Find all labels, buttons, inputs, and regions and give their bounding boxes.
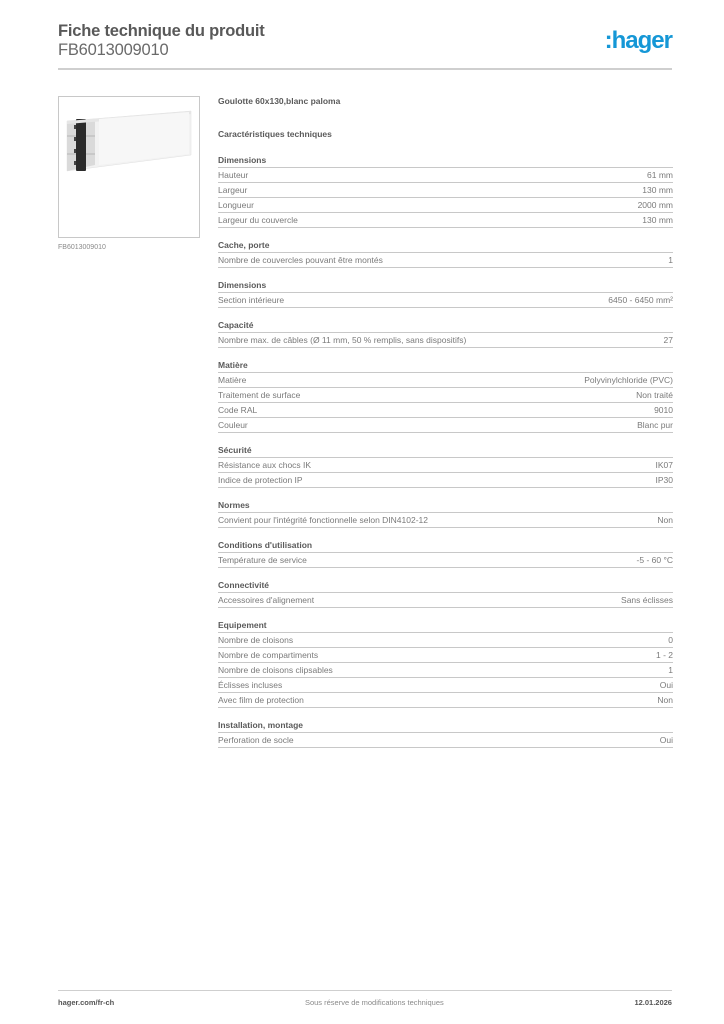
spec-label: Avec film de protection — [218, 695, 304, 705]
spec-row — [218, 733, 673, 748]
spec-sheet — [218, 96, 673, 748]
spec-label: Longueur — [218, 200, 254, 210]
spec-group — [218, 720, 673, 748]
spec-group-title: Dimensions — [218, 155, 673, 168]
spec-label: Traitement de surface — [218, 390, 301, 400]
spec-value: Non — [657, 515, 673, 525]
spec-group — [218, 360, 673, 433]
spec-group — [218, 240, 673, 268]
spec-label: Éclisses incluses — [218, 680, 283, 690]
spec-row — [218, 333, 673, 348]
spec-row — [218, 513, 673, 528]
spec-group-title: Installation, montage — [218, 720, 673, 733]
spec-label: Nombre de compartiments — [218, 650, 319, 660]
spec-group — [218, 280, 673, 308]
spec-label: Largeur — [218, 185, 248, 195]
spec-row — [218, 553, 673, 568]
document-footer — [58, 998, 672, 1007]
spec-group — [218, 540, 673, 568]
document-date: 12.01.2026 — [634, 998, 672, 1007]
spec-group-title: Cache, porte — [218, 240, 673, 253]
spec-row — [218, 593, 673, 608]
spec-label: Nombre max. de câbles (Ø 11 mm, 50 % remplis, sans dispositifs) — [218, 335, 467, 345]
spec-group-title: Matière — [218, 360, 673, 373]
spec-row — [218, 183, 673, 198]
spec-label: Nombre de cloisons — [218, 635, 294, 645]
document-header — [58, 22, 672, 60]
spec-row — [218, 293, 673, 308]
spec-value: IP30 — [655, 475, 673, 485]
spec-value: 0 — [668, 635, 673, 645]
legal-notice: Sous réserve de modifications techniques — [304, 998, 444, 1007]
spec-label: Température de service — [218, 555, 307, 565]
spec-label: Accessoires d'alignement — [218, 595, 315, 605]
spec-value: 9010 — [654, 405, 673, 415]
spec-row — [218, 473, 673, 488]
spec-value: 1 — [668, 665, 673, 675]
footer-divider — [58, 990, 672, 991]
spec-row — [218, 253, 673, 268]
spec-group — [218, 580, 673, 608]
spec-group-title: Capacité — [218, 320, 673, 333]
spec-label: Convient pour l'intégrité fonctionnelle selon DIN4102-12 — [218, 515, 429, 525]
spec-group-title: Connectivité — [218, 580, 673, 593]
spec-value: 61 mm — [647, 170, 673, 180]
spec-row — [218, 403, 673, 418]
spec-value: Blanc pur — [637, 420, 673, 430]
spec-row — [218, 373, 673, 388]
spec-value: 1 — [668, 255, 673, 265]
spec-group — [218, 500, 673, 528]
document-title: Fiche technique du produit — [58, 22, 265, 40]
spec-value: Non traité — [636, 390, 673, 400]
spec-label: Indice de protection IP — [218, 475, 303, 485]
hager-logo: :hager — [604, 27, 672, 54]
spec-value: 27 — [663, 335, 673, 345]
spec-value: Oui — [659, 680, 673, 690]
spec-label: Nombre de cloisons clipsables — [218, 665, 333, 675]
spec-value: 2000 mm — [637, 200, 673, 210]
product-reference: FB6013009010 — [58, 41, 169, 59]
spec-row — [218, 693, 673, 708]
spec-value: 130 mm — [642, 185, 673, 195]
spec-label: Largeur du couvercle — [218, 215, 298, 225]
spec-value: Non — [657, 695, 673, 705]
spec-row — [218, 633, 673, 648]
spec-row — [218, 663, 673, 678]
spec-group-title: Sécurité — [218, 445, 673, 458]
spec-value: 130 mm — [642, 215, 673, 225]
spec-label: Matière — [218, 375, 247, 385]
spec-row — [218, 388, 673, 403]
spec-value: -5 - 60 °C — [636, 555, 673, 565]
spec-label: Hauteur — [218, 170, 249, 180]
spec-label: Section intérieure — [218, 295, 285, 305]
spec-value: Polyvinylchloride (PVC) — [584, 375, 673, 385]
spec-row — [218, 678, 673, 693]
spec-group — [218, 445, 673, 488]
cable-trunking-image — [58, 96, 200, 238]
spec-group — [218, 155, 673, 228]
image-caption: FB6013009010 — [58, 244, 106, 251]
spec-row — [218, 213, 673, 228]
spec-label: Nombre de couvercles pouvant être montés — [218, 255, 383, 265]
spec-label: Code RAL — [218, 405, 258, 415]
spec-value: Oui — [659, 735, 673, 745]
spec-group-title: Dimensions — [218, 280, 673, 293]
spec-value: Sans éclisses — [621, 595, 673, 605]
spec-group-title: Equipement — [218, 620, 673, 633]
spec-row — [218, 648, 673, 663]
specs-heading: Caractéristiques techniques — [218, 129, 332, 139]
header-divider — [58, 68, 672, 70]
spec-group-title: Conditions d'utilisation — [218, 540, 673, 553]
spec-value: 6450 - 6450 mm² — [608, 295, 673, 305]
spec-group — [218, 320, 673, 348]
spec-label: Résistance aux chocs IK — [218, 460, 312, 470]
spec-row — [218, 198, 673, 213]
spec-group-title: Normes — [218, 500, 673, 513]
spec-row — [218, 458, 673, 473]
spec-group — [218, 620, 673, 708]
website-link[interactable]: hager.com/fr-ch — [58, 998, 115, 1007]
cable-trunking-icon — [59, 97, 199, 237]
spec-value: 1 - 2 — [655, 650, 673, 660]
spec-row — [218, 168, 673, 183]
spec-groups — [218, 155, 673, 748]
spec-label: Perforation de socle — [218, 735, 294, 745]
product-name: Goulotte 60x130,blanc paloma — [218, 96, 341, 106]
spec-value: IK07 — [655, 460, 673, 470]
spec-row — [218, 418, 673, 433]
spec-label: Couleur — [218, 420, 248, 430]
